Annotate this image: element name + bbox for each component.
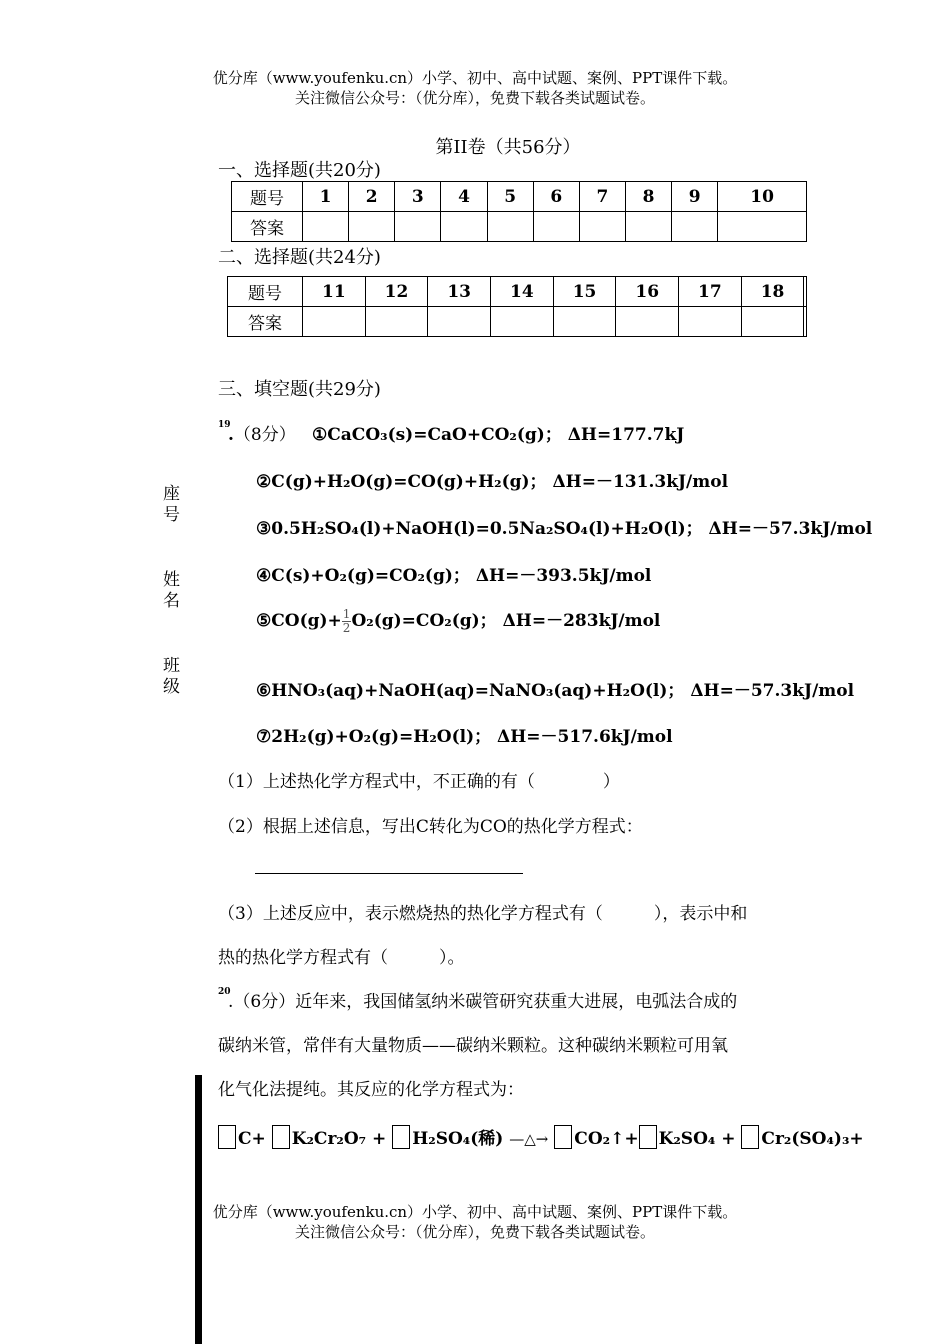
answer-cell[interactable] xyxy=(303,212,349,242)
q19-points: .（8分） xyxy=(228,425,296,445)
section1-answer-table xyxy=(231,181,807,242)
question-number-cell xyxy=(804,277,807,307)
equation-term: K₂Cr₂O₇ + xyxy=(291,1129,387,1149)
q19-eq6: ⑥HNO₃(aq)+NaOH(aq)=NaNO₃(aq)+H₂O(l)； ΔH=－57.3kJ/mol xyxy=(256,681,855,701)
one-half-fraction xyxy=(342,608,352,635)
answer-cell[interactable] xyxy=(741,307,804,337)
answer-cell[interactable] xyxy=(428,307,491,337)
table-row xyxy=(228,277,807,307)
side-label-name: 姓名 xyxy=(159,570,179,612)
table-row xyxy=(232,182,807,212)
coefficient-box[interactable] xyxy=(639,1125,657,1149)
question-number-cell: 13 xyxy=(428,277,491,307)
coefficient-box[interactable] xyxy=(272,1125,290,1149)
equation-term: K₂SO₄ + xyxy=(658,1129,736,1149)
table-header-cell: 答案 xyxy=(228,307,303,337)
heat-arrow: —△→ xyxy=(509,1130,549,1148)
q20-text-line2: 碳纳米管，常伴有大量物质——碳纳米颗粒。这种碳纳米颗粒可用氧 xyxy=(218,1036,728,1056)
q20-equation xyxy=(218,1124,864,1149)
question-number-cell: 16 xyxy=(616,277,679,307)
question-number-cell: 15 xyxy=(553,277,616,307)
coefficient-box[interactable] xyxy=(554,1125,572,1149)
table-header-cell: 题号 xyxy=(232,182,303,212)
question-number-cell: 4 xyxy=(441,182,487,212)
q19-eq7: ⑦2H₂(g)+O₂(g)=H₂O(l)； ΔH=－517.6kJ/mol xyxy=(256,727,673,747)
q19-eq3: ③0.5H₂SO₄(l)+NaOH(l)=0.5Na₂SO₄(l)+H₂O(l)； ΔH=－57.3kJ/mol xyxy=(256,519,873,539)
question-number-cell: 5 xyxy=(487,182,533,212)
table-header-cell: 题号 xyxy=(228,277,303,307)
question-number-cell: 12 xyxy=(365,277,428,307)
section2-answer-table xyxy=(227,276,807,337)
fraction-numerator: 1 xyxy=(342,607,351,621)
table-header-cell: 答案 xyxy=(232,212,303,242)
q19-sub1: （1）上述热化学方程式中，不正确的有（ ） xyxy=(218,772,620,792)
answer-cell[interactable] xyxy=(579,212,625,242)
side-label-seat: 座号 xyxy=(159,484,179,526)
q20-text-line1: .（6分）近年来，我国储氢纳米碳管研究获重大进展，电弧法合成的 xyxy=(228,992,738,1012)
answer-cell[interactable] xyxy=(616,307,679,337)
section1-title: 一、选择题(共20分) xyxy=(218,160,381,181)
question-number-cell: 8 xyxy=(625,182,671,212)
answer-cell[interactable] xyxy=(672,212,718,242)
question-number-cell: 10 xyxy=(718,182,807,212)
answer-cell[interactable] xyxy=(491,307,554,337)
answer-cell[interactable] xyxy=(625,212,671,242)
section2-title: 二、选择题(共24分) xyxy=(218,247,381,268)
q19-eq2: ②C(g)+H₂O(g)=CO(g)+H₂(g)； ΔH=－131.3kJ/mol xyxy=(256,472,729,492)
q20-number: 20 xyxy=(218,987,231,997)
table-row xyxy=(232,212,807,242)
coefficient-box[interactable] xyxy=(392,1125,410,1149)
q19-eq5-post: O₂(g)=CO₂(g)； ΔH=－283kJ/mol xyxy=(351,611,661,631)
paper-title: 第II卷（共56分） xyxy=(435,137,581,158)
header-line-1: 优分库（www.youfenku.cn）小学、初中、高中试题、案例、PPT课件下载。 xyxy=(212,69,738,87)
question-number-cell: 3 xyxy=(395,182,441,212)
q19-eq4: ④C(s)+O₂(g)=CO₂(g)； ΔH=－393.5kJ/mol xyxy=(256,566,652,586)
equation-term: CO₂↑+ xyxy=(574,1129,639,1149)
question-number-cell: 2 xyxy=(349,182,395,212)
equation-term: Cr₂(SO₄)₃+ xyxy=(761,1129,864,1149)
answer-blank-line[interactable] xyxy=(255,873,523,874)
question-number-cell: 1 xyxy=(303,182,349,212)
binding-bar xyxy=(195,1075,202,1344)
q20-text-line3: 化气化法提纯。其反应的化学方程式为： xyxy=(218,1080,524,1100)
q19-eq5-pre: ⑤CO(g)+ xyxy=(256,611,342,631)
equation-term: C+ xyxy=(238,1129,266,1149)
answer-cell[interactable] xyxy=(303,307,366,337)
q19-points-text: （8分） xyxy=(233,425,296,445)
answer-cell[interactable] xyxy=(349,212,395,242)
q19-sub3-line2: 热的热化学方程式有（ ）。 xyxy=(218,948,465,968)
answer-cell[interactable] xyxy=(487,212,533,242)
question-number-cell: 14 xyxy=(491,277,554,307)
q19-eq1: ①CaCO₃(s)=CaO+CO₂(g)； ΔH=177.7kJ xyxy=(312,425,685,445)
q19-eq5 xyxy=(256,606,660,635)
question-number-cell: 17 xyxy=(679,277,742,307)
footer-line-2: 关注微信公众号：（优分库），免费下载各类试题试卷。 xyxy=(294,1223,655,1241)
header-line-2: 关注微信公众号：（优分库），免费下载各类试题试卷。 xyxy=(294,89,655,107)
question-number-cell: 7 xyxy=(579,182,625,212)
equation-term: H₂SO₄(稀) xyxy=(412,1129,504,1149)
fraction-denominator: 2 xyxy=(342,621,351,635)
answer-cell[interactable] xyxy=(553,307,616,337)
question-number-cell: 18 xyxy=(741,277,804,307)
question-number-cell: 6 xyxy=(533,182,579,212)
section3-title: 三、填空题(共29分) xyxy=(218,379,381,400)
answer-cell[interactable] xyxy=(441,212,487,242)
question-number-cell: 11 xyxy=(303,277,366,307)
q19-number: 19 xyxy=(218,420,231,430)
coefficient-box[interactable] xyxy=(741,1125,759,1149)
answer-cell[interactable] xyxy=(679,307,742,337)
answer-cell[interactable] xyxy=(804,307,807,337)
table-row xyxy=(228,307,807,337)
answer-cell[interactable] xyxy=(718,212,807,242)
coefficient-box[interactable] xyxy=(218,1125,236,1149)
footer-line-1: 优分库（www.youfenku.cn）小学、初中、高中试题、案例、PPT课件下载。 xyxy=(212,1203,738,1221)
answer-cell[interactable] xyxy=(533,212,579,242)
answer-cell[interactable] xyxy=(395,212,441,242)
side-label-class: 班级 xyxy=(159,656,179,698)
answer-cell[interactable] xyxy=(365,307,428,337)
q19-sub3-line1: （3）上述反应中，表示燃烧热的热化学方程式有（ ），表示中和 xyxy=(218,904,748,924)
q19-sub2: （2）根据上述信息，写出C转化为CO的热化学方程式： xyxy=(218,817,643,837)
question-number-cell: 9 xyxy=(672,182,718,212)
